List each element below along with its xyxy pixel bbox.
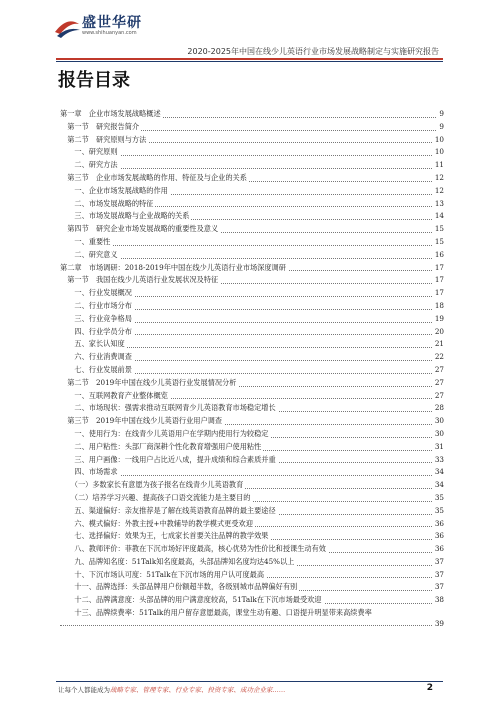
- toc-entry-label: 第二节 研究原则与方法: [60, 134, 148, 147]
- toc-entry[interactable]: [60, 108, 444, 121]
- toc-entry-page: 37: [433, 569, 444, 582]
- toc-entry[interactable]: [60, 274, 444, 287]
- toc-entry-label: 第二章 市场调研：2018-2019年中国在线少儿英语行业市场深度调研: [60, 262, 288, 275]
- toc-entry[interactable]: [60, 249, 444, 262]
- toc-entry-page: 12: [433, 172, 444, 185]
- toc-entry[interactable]: [60, 364, 444, 377]
- toc-entry-page: 27: [433, 377, 444, 390]
- toc-entry[interactable]: [60, 492, 444, 505]
- toc-entry[interactable]: [60, 172, 444, 185]
- toc-entry-label: 一、行业发展概况: [60, 287, 134, 300]
- toc-entry[interactable]: [60, 313, 444, 326]
- toc-entry-page: 10: [433, 134, 444, 147]
- toc-entry-label: 二、研究方法: [60, 159, 120, 172]
- toc-entry[interactable]: [60, 326, 444, 339]
- toc-entry[interactable]: [60, 428, 444, 441]
- report-title: 2020-2025年中国在线少儿英语行业市场发展战略制定与实施研究报告: [187, 47, 439, 56]
- toc-entry-page: 18: [433, 300, 444, 313]
- toc-entry-page: 15: [433, 236, 444, 249]
- toc-entry[interactable]: [60, 594, 444, 607]
- toc-entry[interactable]: [60, 236, 444, 249]
- toc-entry-label: 第一节 研究报告简介: [60, 121, 141, 134]
- toc-entry[interactable]: [60, 441, 444, 454]
- toc-entry-page: 11: [433, 159, 444, 172]
- toc-entry-label: 二、行业市场分布: [60, 300, 134, 313]
- toc-entry-page: 20: [433, 326, 444, 339]
- toc-entry-label: （一）多数家长有意愿为孩子报名在线青少儿英语教育: [60, 479, 245, 492]
- page-number: 2: [426, 683, 433, 693]
- toc-entry-page: 34: [433, 479, 444, 492]
- toc-entry[interactable]: [60, 402, 444, 415]
- toc-entry-page: 35: [433, 505, 444, 518]
- company-logo: [52, 10, 142, 42]
- toc-entry-page: 37: [433, 556, 444, 569]
- toc-entry-page: 36: [433, 543, 444, 556]
- page-title: 报告目录: [58, 70, 130, 91]
- toc-entry-label: 九、品牌知名度：51Talk知名度最高，头部品牌知名度均达45%以上: [60, 556, 296, 569]
- toc-entry[interactable]: [60, 134, 444, 147]
- toc-entry[interactable]: [60, 479, 444, 492]
- toc-entry[interactable]: [60, 607, 444, 630]
- footer-emphasis: 战略专家、管理专家、行业专家、投资专家、成功企业家……: [110, 686, 286, 694]
- toc-entry-label: 八、教师评价：菲教在下沉市场好评度最高，核心优势为性价比和授课生动有效: [60, 543, 328, 556]
- toc-entry-page: 12: [433, 185, 444, 198]
- toc-entry[interactable]: [60, 569, 444, 582]
- table-of-contents: [60, 108, 444, 630]
- toc-entry[interactable]: [60, 210, 444, 223]
- toc-entry-page: 17: [433, 287, 444, 300]
- toc-entry[interactable]: [60, 466, 444, 479]
- toc-entry-label: 第三节 企业市场发展战略的作用、特征及与企业的关系: [60, 172, 249, 185]
- toc-entry[interactable]: [60, 377, 444, 390]
- toc-entry-page: 34: [433, 466, 444, 479]
- toc-entry-label: 三、用户画像：一线用户占比近八成，提升成绩和综合素质并重: [60, 454, 278, 467]
- toc-entry-label: 十三、品牌续费率：51Talk的用户留存意愿最高，课堂生动有趣、口语提升明显带来高续费率: [60, 607, 412, 618]
- toc-entry-page: 31: [433, 441, 444, 454]
- toc-entry[interactable]: [60, 146, 444, 159]
- toc-entry[interactable]: [60, 415, 444, 428]
- toc-entry-page: 19: [433, 313, 444, 326]
- toc-entry[interactable]: [60, 556, 444, 569]
- toc-entry-page: 15: [433, 223, 444, 236]
- toc-entry[interactable]: [60, 262, 444, 275]
- footer-slogan: [58, 685, 286, 694]
- toc-entry-page: 39: [433, 618, 444, 631]
- toc-entry-label: 第一节 我国在线少儿英语行业发展状况及特征: [60, 274, 220, 287]
- toc-entry[interactable]: [60, 581, 444, 594]
- toc-entry-label: 二、市场现状：强需求推动互联网青少儿英语教育市场稳定增长: [60, 402, 278, 415]
- toc-leader-dots: [60, 625, 444, 626]
- page-header: [0, 0, 499, 62]
- toc-entry[interactable]: [60, 390, 444, 403]
- toc-entry-page: 33: [433, 454, 444, 467]
- toc-leader-dots: [60, 245, 444, 246]
- toc-entry-label: 一、使用行为：在线青少儿英语用户在学期内使用行为较稳定: [60, 428, 270, 441]
- toc-entry-page: 9: [437, 121, 444, 134]
- toc-entry-label: 一、重要性: [60, 236, 112, 249]
- toc-entry[interactable]: [60, 121, 444, 134]
- toc-entry-page: 27: [433, 390, 444, 403]
- logo-mark-icon: [52, 10, 82, 40]
- toc-entry[interactable]: [60, 159, 444, 172]
- toc-entry-page: 38: [433, 594, 444, 607]
- toc-entry[interactable]: [60, 543, 444, 556]
- toc-entry-label: 第四节 研究企业市场发展战略的重要性及意义: [60, 223, 220, 236]
- toc-entry[interactable]: [60, 518, 444, 531]
- toc-entry-label: 四、市场需求: [60, 466, 120, 479]
- toc-entry-page: 22: [433, 351, 444, 364]
- toc-entry[interactable]: [60, 300, 444, 313]
- toc-entry-label: （二）培养学习兴趣、提高孩子口语交流能力是主要目的: [60, 492, 252, 505]
- toc-entry-page: 30: [433, 428, 444, 441]
- logo-text: 盛世华研: [82, 15, 142, 31]
- toc-entry[interactable]: [60, 287, 444, 300]
- footer-prefix: 让每个人都能成为: [58, 686, 110, 694]
- toc-entry-label: 五、渠道偏好：亲友推荐是了解在线英语教育品牌的最主要途径: [60, 505, 278, 518]
- toc-entry-label: 一、企业市场发展战略的作用: [60, 185, 170, 198]
- toc-entry[interactable]: [60, 223, 444, 236]
- toc-entry-label: 一、研究原则: [60, 146, 120, 159]
- toc-entry-label: 十、下沉市场认可度：51Talk在下沉市场的用户认可度最高: [60, 569, 266, 582]
- toc-entry[interactable]: [60, 454, 444, 467]
- toc-entry-page: 35: [433, 492, 444, 505]
- toc-entry-label: 六、行业消费调查: [60, 351, 134, 364]
- toc-entry-page: 21: [433, 338, 444, 351]
- toc-entry-page: 9: [437, 108, 444, 121]
- toc-entry-label: 四、行业学员分布: [60, 326, 134, 339]
- toc-entry-page: 14: [433, 210, 444, 223]
- toc-entry-label: 第一章 企业市场发展战略概述: [60, 108, 163, 121]
- toc-entry-label: 三、行业竞争格局: [60, 313, 134, 326]
- toc-entry-label: 三、市场发展战略与企业战略的关系: [60, 210, 191, 223]
- toc-entry-page: 27: [433, 364, 444, 377]
- toc-entry-label: 一、互联网教育产业整体概览: [60, 390, 170, 403]
- toc-entry-label: 第三节 2019年中国在线少儿英语行业用户调查: [60, 415, 224, 428]
- toc-entry-label: 第二节 2019年中国在线少儿英语行业发展情况分析: [60, 377, 238, 390]
- toc-entry-label: 六、模式偏好：外教主授+中教辅导的教学模式更受欢迎: [60, 518, 255, 531]
- footer-divider: [56, 681, 443, 682]
- toc-entry-label: 七、选择偏好：效果为王，七成家长首要关注品牌的教学效果: [60, 530, 270, 543]
- toc-entry[interactable]: [60, 338, 444, 351]
- header-divider-blue: [56, 61, 443, 62]
- toc-entry[interactable]: [60, 505, 444, 518]
- toc-entry-page: 36: [433, 518, 444, 531]
- toc-entry-label: 二、研究意义: [60, 249, 120, 262]
- toc-entry[interactable]: [60, 185, 444, 198]
- toc-entry-page: 36: [433, 530, 444, 543]
- toc-entry-page: 13: [433, 198, 444, 211]
- toc-entry-page: 17: [433, 274, 444, 287]
- toc-entry-page: 28: [433, 402, 444, 415]
- toc-entry-label: 七、行业发展前景: [60, 364, 134, 377]
- toc-entry[interactable]: [60, 198, 444, 211]
- toc-entry-label: 十一、品牌选择：头部品牌用户份额超半数，各级别城市品牌偏好有别: [60, 581, 299, 594]
- toc-entry-page: 30: [433, 415, 444, 428]
- toc-entry-label: 二、市场发展战略的特征: [60, 198, 155, 211]
- toc-entry-page: 16: [433, 249, 444, 262]
- header-divider-red: [56, 58, 443, 60]
- toc-entry-page: 10: [433, 146, 444, 159]
- toc-entry-label: 五、家长认知度: [60, 338, 127, 351]
- toc-entry[interactable]: [60, 351, 444, 364]
- toc-entry-page: 37: [433, 581, 444, 594]
- toc-entry[interactable]: [60, 530, 444, 543]
- toc-entry-page: 17: [433, 262, 444, 275]
- toc-entry-label: 二、用户粘性：头部厂商深耕个性化教育增强用户使用粘性: [60, 441, 263, 454]
- logo-url: www.shihuanyan.com: [82, 30, 137, 36]
- toc-entry-label: 十二、品牌满意度：头部品牌的用户满意度较高，51Talk在下沉市场最受欢迎: [60, 594, 324, 607]
